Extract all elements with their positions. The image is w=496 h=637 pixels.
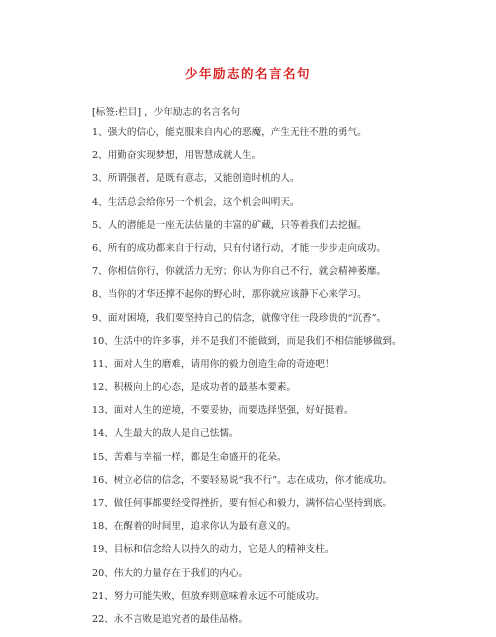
quote-item: 20、伟大的力量存在于我们的内心。 — [92, 567, 249, 579]
quote-item: 17、做任何事都要经受得挫折，要有恒心和毅力，满怀信心坚持到底。 — [92, 498, 393, 509]
quote-item: 4、生活总会给你另一个机会，这个机会叫明天。 — [92, 196, 300, 208]
quote-item: 2、用勤奋实现梦想，用智慧成就人生。 — [92, 150, 262, 162]
quote-item: 12、积极向上的心态，是成功者的最基本要素。 — [92, 382, 297, 394]
quote-item: 15、苦难与幸福一样，都是生命盛开的花朵。 — [92, 451, 287, 463]
quote-item: 8、当你的才华还撑不起你的野心时，那你就应该静下心来学习。 — [92, 289, 367, 301]
quote-item: 22、永不言败是追究者的最佳品格。 — [92, 613, 249, 625]
quote-item: 3、所谓强者，是既有意志，又能创造时机的人。 — [92, 173, 300, 185]
quote-item: 7、你相信你行，你就活力无穷；你认为你自己不行，就会精神萎靡。 — [92, 266, 386, 278]
page-title: 少年励志的名言名句 — [184, 66, 311, 81]
tag-line: [标签:栏目] ，少年励志的名言名句 — [92, 107, 241, 118]
quote-item: 16、树立必信的信念，不要轻易说“我不行”。志在成功，你才能成功。 — [92, 474, 393, 486]
quote-item: 9、面对困境，我们要坚持自己的信念，就像守住一段珍贵的“沉香”。 — [92, 312, 387, 324]
quote-item: 19、目标和信念给人以持久的动力，它是人的精神支柱。 — [92, 544, 335, 556]
quote-item: 10、生活中的许多事，并不是我们不能做到，而是我们不相信能够做到。 — [92, 335, 402, 347]
quote-item: 21、努力可能失败，但放弃则意味着永远不可能成功。 — [92, 590, 325, 602]
quote-item: 18、在醒着的时间里，追求你认为最有意义的。 — [92, 521, 297, 533]
quote-item: 14、人生最大的敌人是自己怯懦。 — [92, 428, 239, 440]
quote-item: 6、所有的成功都来自于行动，只有付诸行动，才能一步步走向成功。 — [92, 242, 386, 254]
quote-item: 11、面对人生的磨难，请用你的毅力创造生命的奇迹吧！ — [92, 358, 335, 370]
quote-item: 13、面对人生的逆境，不要妥协，而要选择坚强，好好挺着。 — [92, 405, 354, 417]
quote-item: 5、人的潜能是一座无法估量的丰富的矿藏，只等着我们去挖掘。 — [92, 219, 367, 231]
quote-item: 1、强大的信心，能克服来自内心的恶魔，产生无往不胜的勇气。 — [92, 127, 367, 138]
